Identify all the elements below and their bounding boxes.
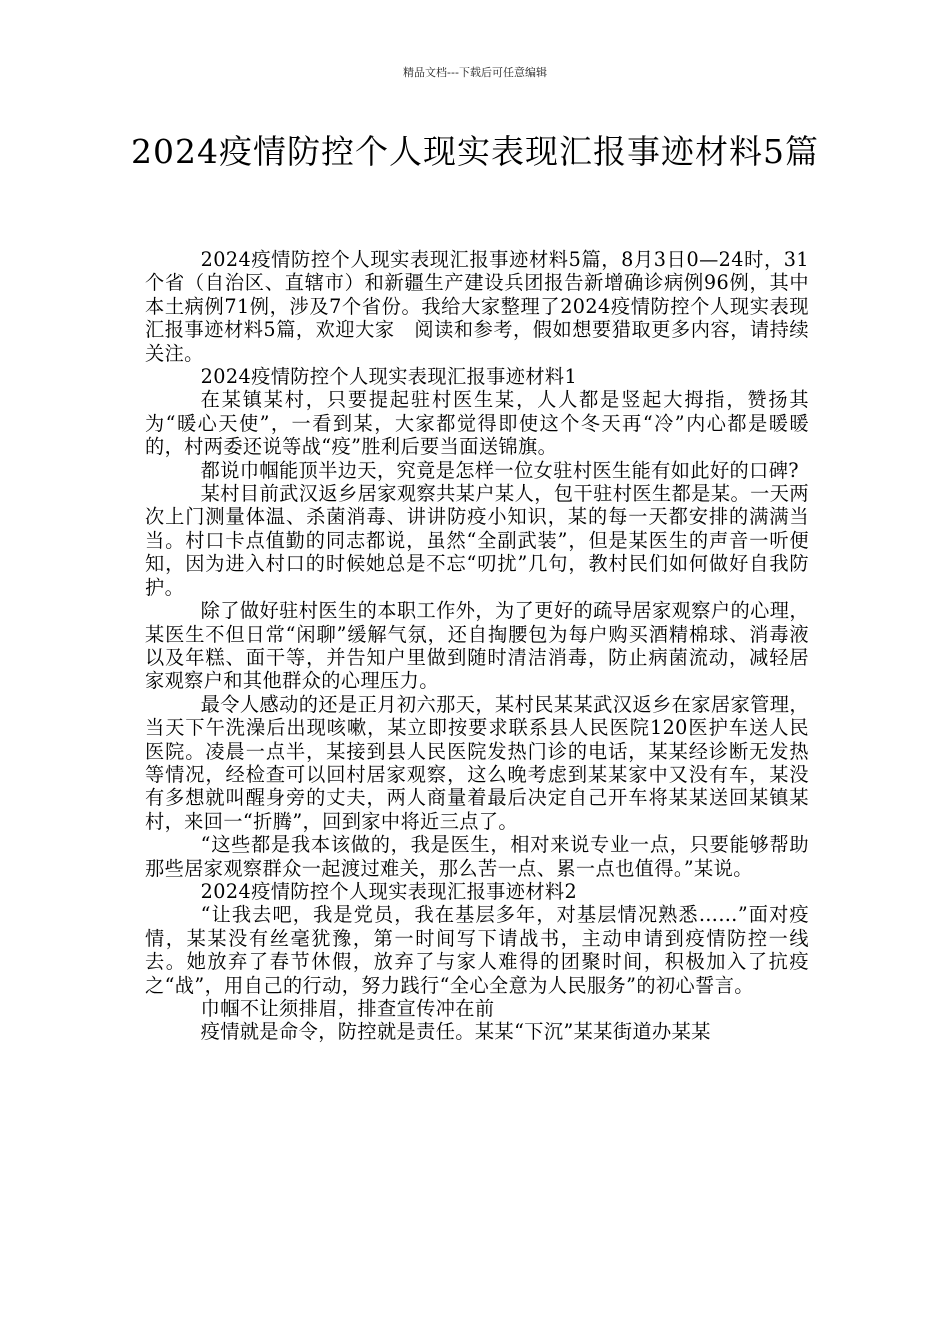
body-paragraph: “让我去吧，我是党员，我在基层多年，对基层情况熟悉……”面对疫情，某某没有丝毫犹豫，第一时间写下请战书，主动申请到疫情防控一线去。她放弃了春节休假，放弃了与家人难得的团聚时间，积极加入了抗疫之“战”，用自己的行动，努力践行“全心全意为人民服务”的初心誓言。 bbox=[145, 903, 809, 997]
document-body bbox=[145, 248, 809, 1044]
body-paragraph: 都说巾帼能顶半边天，究竟是怎样一位女驻村医生能有如此好的口碑? bbox=[200, 458, 799, 482]
section-heading-2: 2024疫情防控个人现实表现汇报事迹材料2 bbox=[200, 879, 578, 903]
intro-paragraph: 2024疫情防控个人现实表现汇报事迹材料5篇，8月3日0—24时，31个省（自治区、直辖市）和新疆生产建设兵团报告新增确诊病例96例，其中本土病例71例，涉及7个省份。我给大家整理了2024疫情防控个人现实表现汇报事迹材料5篇，欢迎大家 阅读和参考，假如想要猎取更多内容，请持续关注。 bbox=[145, 248, 809, 365]
page-header: 精品文档---下载后可任意编辑 bbox=[403, 66, 547, 79]
body-paragraph: 疫情就是命令，防控就是责任。某某“下沉”某某街道办某某 bbox=[200, 1020, 711, 1044]
body-paragraph: 最令人感动的还是正月初六那天，某村民某某武汉返乡在家居家管理，当天下午洗澡后出现咳嗽，某立即按要求联系县人民医院120医护车送人民医院。凌晨一点半，某接到县人民医院发热门诊的电话，某某经诊断无发热等情况，经检查可以回村居家观察，这么晚考虑到某某家中又没有车，某没有多想就叫醒身旁的丈夫，两人商量着最后决定自己开车将某某送回某镇某村，来回一“折腾”，回到家中将近三点了。 bbox=[145, 692, 809, 833]
document-title: 2024疫情防控个人现实表现汇报事迹材料5篇 bbox=[131, 132, 819, 171]
body-paragraph: 除了做好驻村医生的本职工作外，为了更好的疏导居家观察户的心理，某医生不但日常“闲聊”缓解气氛，还自掏腰包为每户购买酒精棉球、消毒液以及年糕、面干等，并告知户里做到随时清洁消毒，防止病菌流动，减轻居家观察户和其他群众的心理压力。 bbox=[145, 599, 809, 693]
section-heading-1: 2024疫情防控个人现实表现汇报事迹材料1 bbox=[200, 365, 578, 389]
body-paragraph: 某村目前武汉返乡居家观察共某户某人，包干驻村医生都是某。一天两次上门测量体温、杀菌消毒、讲讲防疫小知识，某的每一天都安排的满满当当。村口卡点值勤的同志都说，虽然“全副武装”，但是某医生的声音一听便知，因为进入村口的时候她总是不忘“叨扰”几句，教村民们如何做好自我防护。 bbox=[145, 482, 809, 599]
body-paragraph: 在某镇某村，只要提起驻村医生某，人人都是竖起大拇指，赞扬其为“暖心天使”，一看到某，大家都觉得即使这个冬天再“冷”内心都是暖暖的，村两委还说等战“疫”胜利后要当面送锦旗。 bbox=[145, 388, 809, 459]
subheading: 巾帼不让须排眉，排查宣传冲在前 bbox=[200, 997, 495, 1020]
body-paragraph: “这些都是我本该做的，我是医生，相对来说专业一点，只要能够帮助那些居家观察群众一起渡过难关，那么苦一点、累一点也值得。”某说。 bbox=[145, 833, 809, 880]
